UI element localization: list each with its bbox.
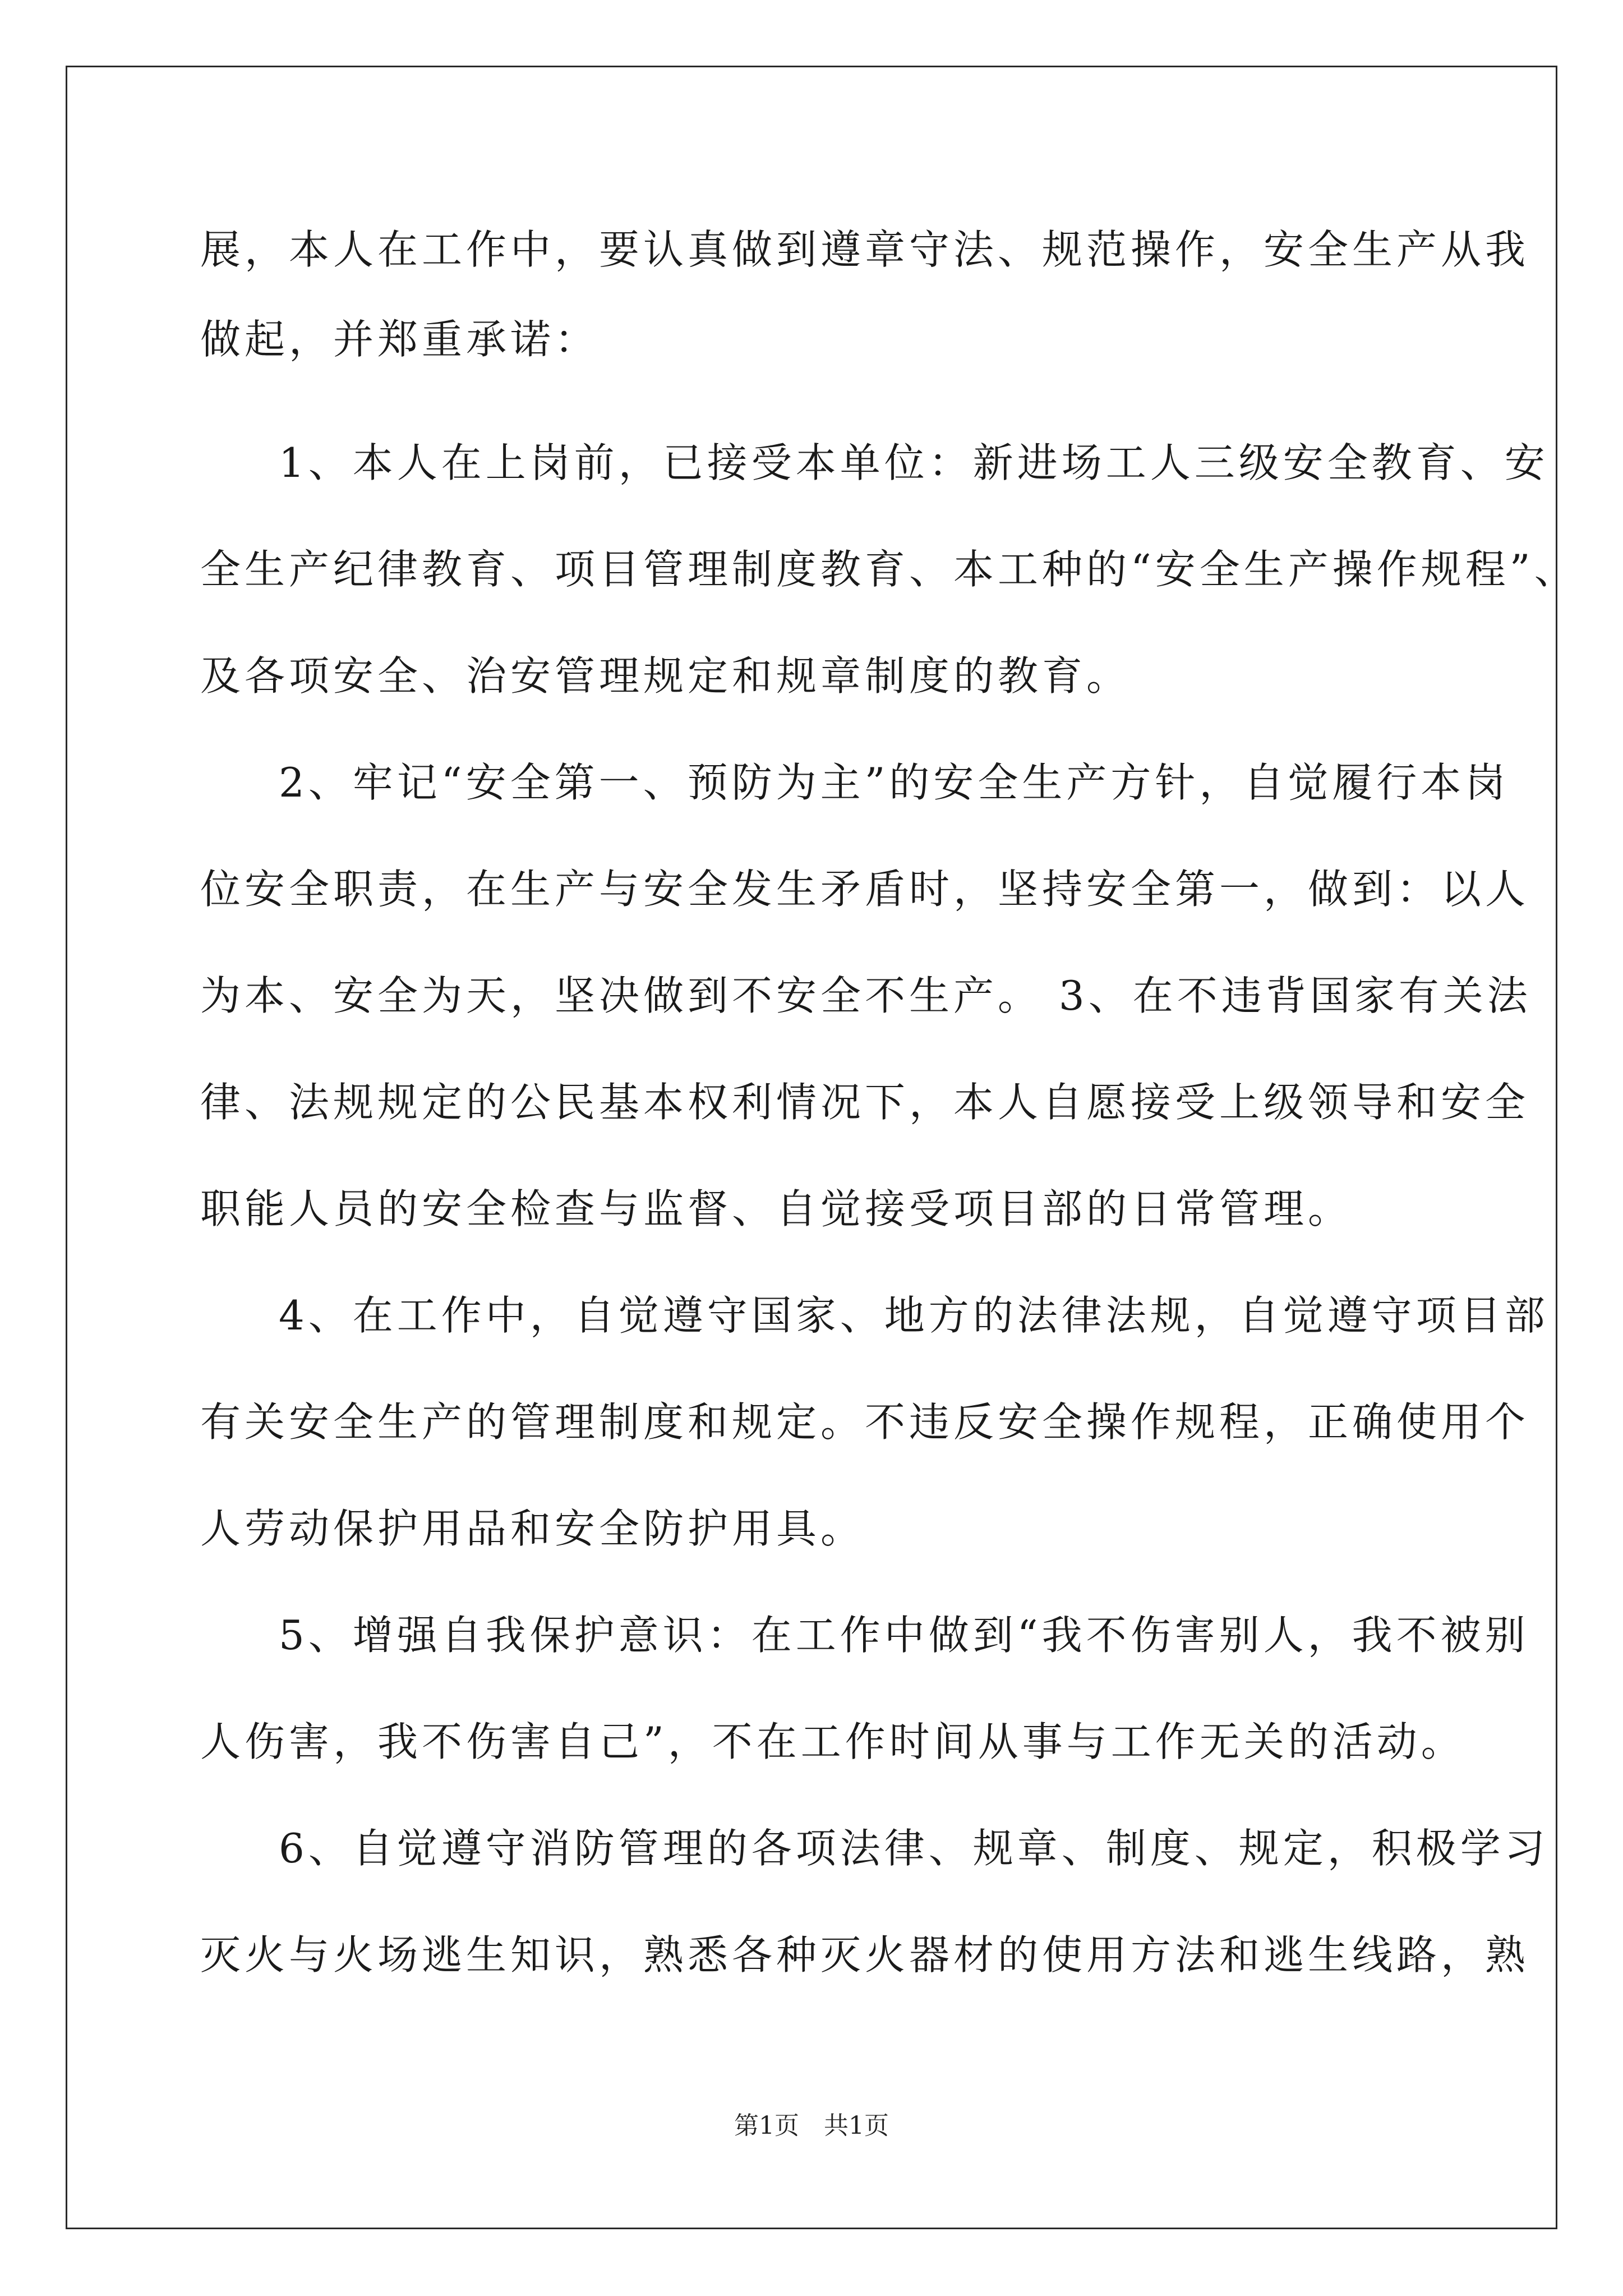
paragraph-line: 展，本人在工作中，要认真做到遵章守法、规范操作，安全生产从我 bbox=[200, 226, 1530, 273]
page-border bbox=[66, 66, 1579, 2229]
paragraph-line: 职能人员的安全检查与监督、自觉接受项目部的日常管理。 bbox=[200, 1185, 1353, 1232]
paragraph-line: 律、法规规定的公民基本权利情况下，本人自愿接受上级领导和安全 bbox=[200, 1079, 1530, 1126]
page-number-footer: 第1页 共1页 bbox=[734, 2111, 889, 2140]
paragraph-line: 及各项安全、治安管理规定和规章制度的教育。 bbox=[200, 652, 1131, 700]
paragraph-line: 6、自觉遵守消防管理的各项法律、规章、制度、规定，积极学习 bbox=[279, 1825, 1549, 1872]
paragraph-line: 人伤害，我不伤害自己”，不在工作时间从事与工作无关的活动。 bbox=[200, 1718, 1465, 1765]
paragraph-line: 位安全职责，在生产与安全发生矛盾时，坚持安全第一，做到：以人 bbox=[200, 866, 1530, 913]
paragraph-line: 有关安全生产的管理制度和规定。不违反安全操作规程，正确使用个 bbox=[200, 1398, 1530, 1446]
paragraph-line: 1、本人在上岗前，已接受本单位：新进场工人三级安全教育、安 bbox=[279, 439, 1549, 486]
paragraph-line: 全生产纪律教育、项目管理制度教育、本工种的“安全生产操作规程”、 bbox=[200, 546, 1579, 593]
paragraph-line: 4、在工作中，自觉遵守国家、地方的法律法规，自觉遵守项目部 bbox=[279, 1292, 1549, 1339]
paragraph-line: 做起，并郑重承诺： bbox=[200, 316, 600, 363]
paragraph-line: 人劳动保护用品和安全防护用具。 bbox=[200, 1505, 865, 1552]
paragraph-line: 灭火与火场逃生知识，熟悉各种灭火器材的使用方法和逃生线路，熟 bbox=[200, 1931, 1530, 1978]
paragraph-line: 5、增强自我保护意识：在工作中做到“我不伤害别人，我不被别 bbox=[279, 1612, 1529, 1659]
paragraph-line: 为本、安全为天，坚决做到不安全不生产。 3、在不违背国家有关法 bbox=[200, 972, 1532, 1019]
paragraph-line: 2、牢记“安全第一、预防为主”的安全生产方针，自觉履行本岗 bbox=[279, 759, 1510, 806]
